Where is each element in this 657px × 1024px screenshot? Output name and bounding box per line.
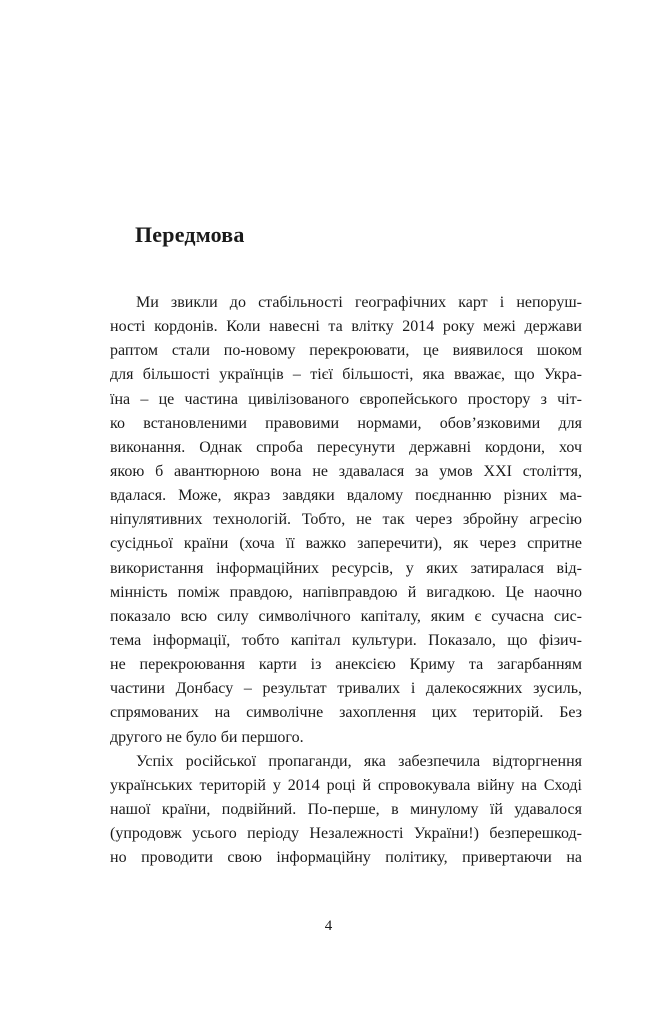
text-line: якою б авантюрною вона не здавалася за умов XXI століття,	[110, 462, 582, 480]
text-line: їна – це частина цивілізованого європейського простору з чіт-	[110, 390, 582, 408]
text-line: мінність поміж правдою, напівправдою й вигадкою. Це наочно	[110, 583, 582, 601]
text-line: (упродовж усього періоду Незалежності України!) безперешкод-	[110, 825, 582, 843]
text-line: Ми звикли до стабільності географічних карт і непоруш-	[136, 294, 582, 311]
text-line: раптом стали по-новому перекроювати, це виявилося шоком	[110, 342, 582, 360]
text-line: ності кордонів. Коли навесні та влітку 2014 року межі держави	[110, 318, 582, 336]
text-line: Успіх російської пропаганди, яка забезпечила відторгнення	[136, 752, 582, 770]
text-line: не перекроювання карти із анексією Криму та загарбанням	[110, 656, 582, 674]
text-line: виконання. Однак спроба пересунути державні кордони, хоч	[110, 438, 582, 456]
text-line: вдалася. Може, якраз завдяки вдалому поєднанню різних ма-	[110, 487, 582, 505]
page-number: 4	[324, 918, 333, 934]
text-line: но проводити свою інформаційну політику, привертаючи на	[110, 849, 582, 867]
text-line: другого не було би першого.	[110, 728, 304, 746]
text-line: ко встановленими правовими нормами, обов’язковими для	[110, 414, 582, 432]
text-line: українських територій у 2014 році й спровокувала війну на Сході	[110, 776, 582, 794]
text-line: використання інформаційних ресурсів, у яких затиралася від-	[110, 559, 582, 577]
text-line: частини Донбасу – результат тривалих і далекосяжних зусиль,	[110, 680, 582, 698]
text-line: ніпулятивних технологій. Тобто, не так через збройну агресію	[110, 511, 582, 529]
paragraph-2	[110, 750, 582, 871]
text-line: показало всю силу символічного капіталу, яким є сучасна сис-	[110, 607, 582, 625]
text-line: тема інформації, тобто капітал культури. Показало, що фізич-	[110, 631, 582, 649]
text-line: для більшості українців – тієї більшості, яка вважає, що Укра-	[110, 366, 582, 384]
paragraph-1	[110, 291, 582, 750]
text-line: нашої країни, подвійний. По-перше, в минулому їй удавалося	[110, 800, 582, 818]
page-title: Передмова	[135, 222, 245, 247]
text-line: спрямованих на символічне захоплення цих територій. Без	[110, 704, 582, 722]
text-line: сусідньої країни (хоча її важко заперечити), як через спритне	[110, 535, 582, 553]
body-text	[110, 291, 582, 870]
